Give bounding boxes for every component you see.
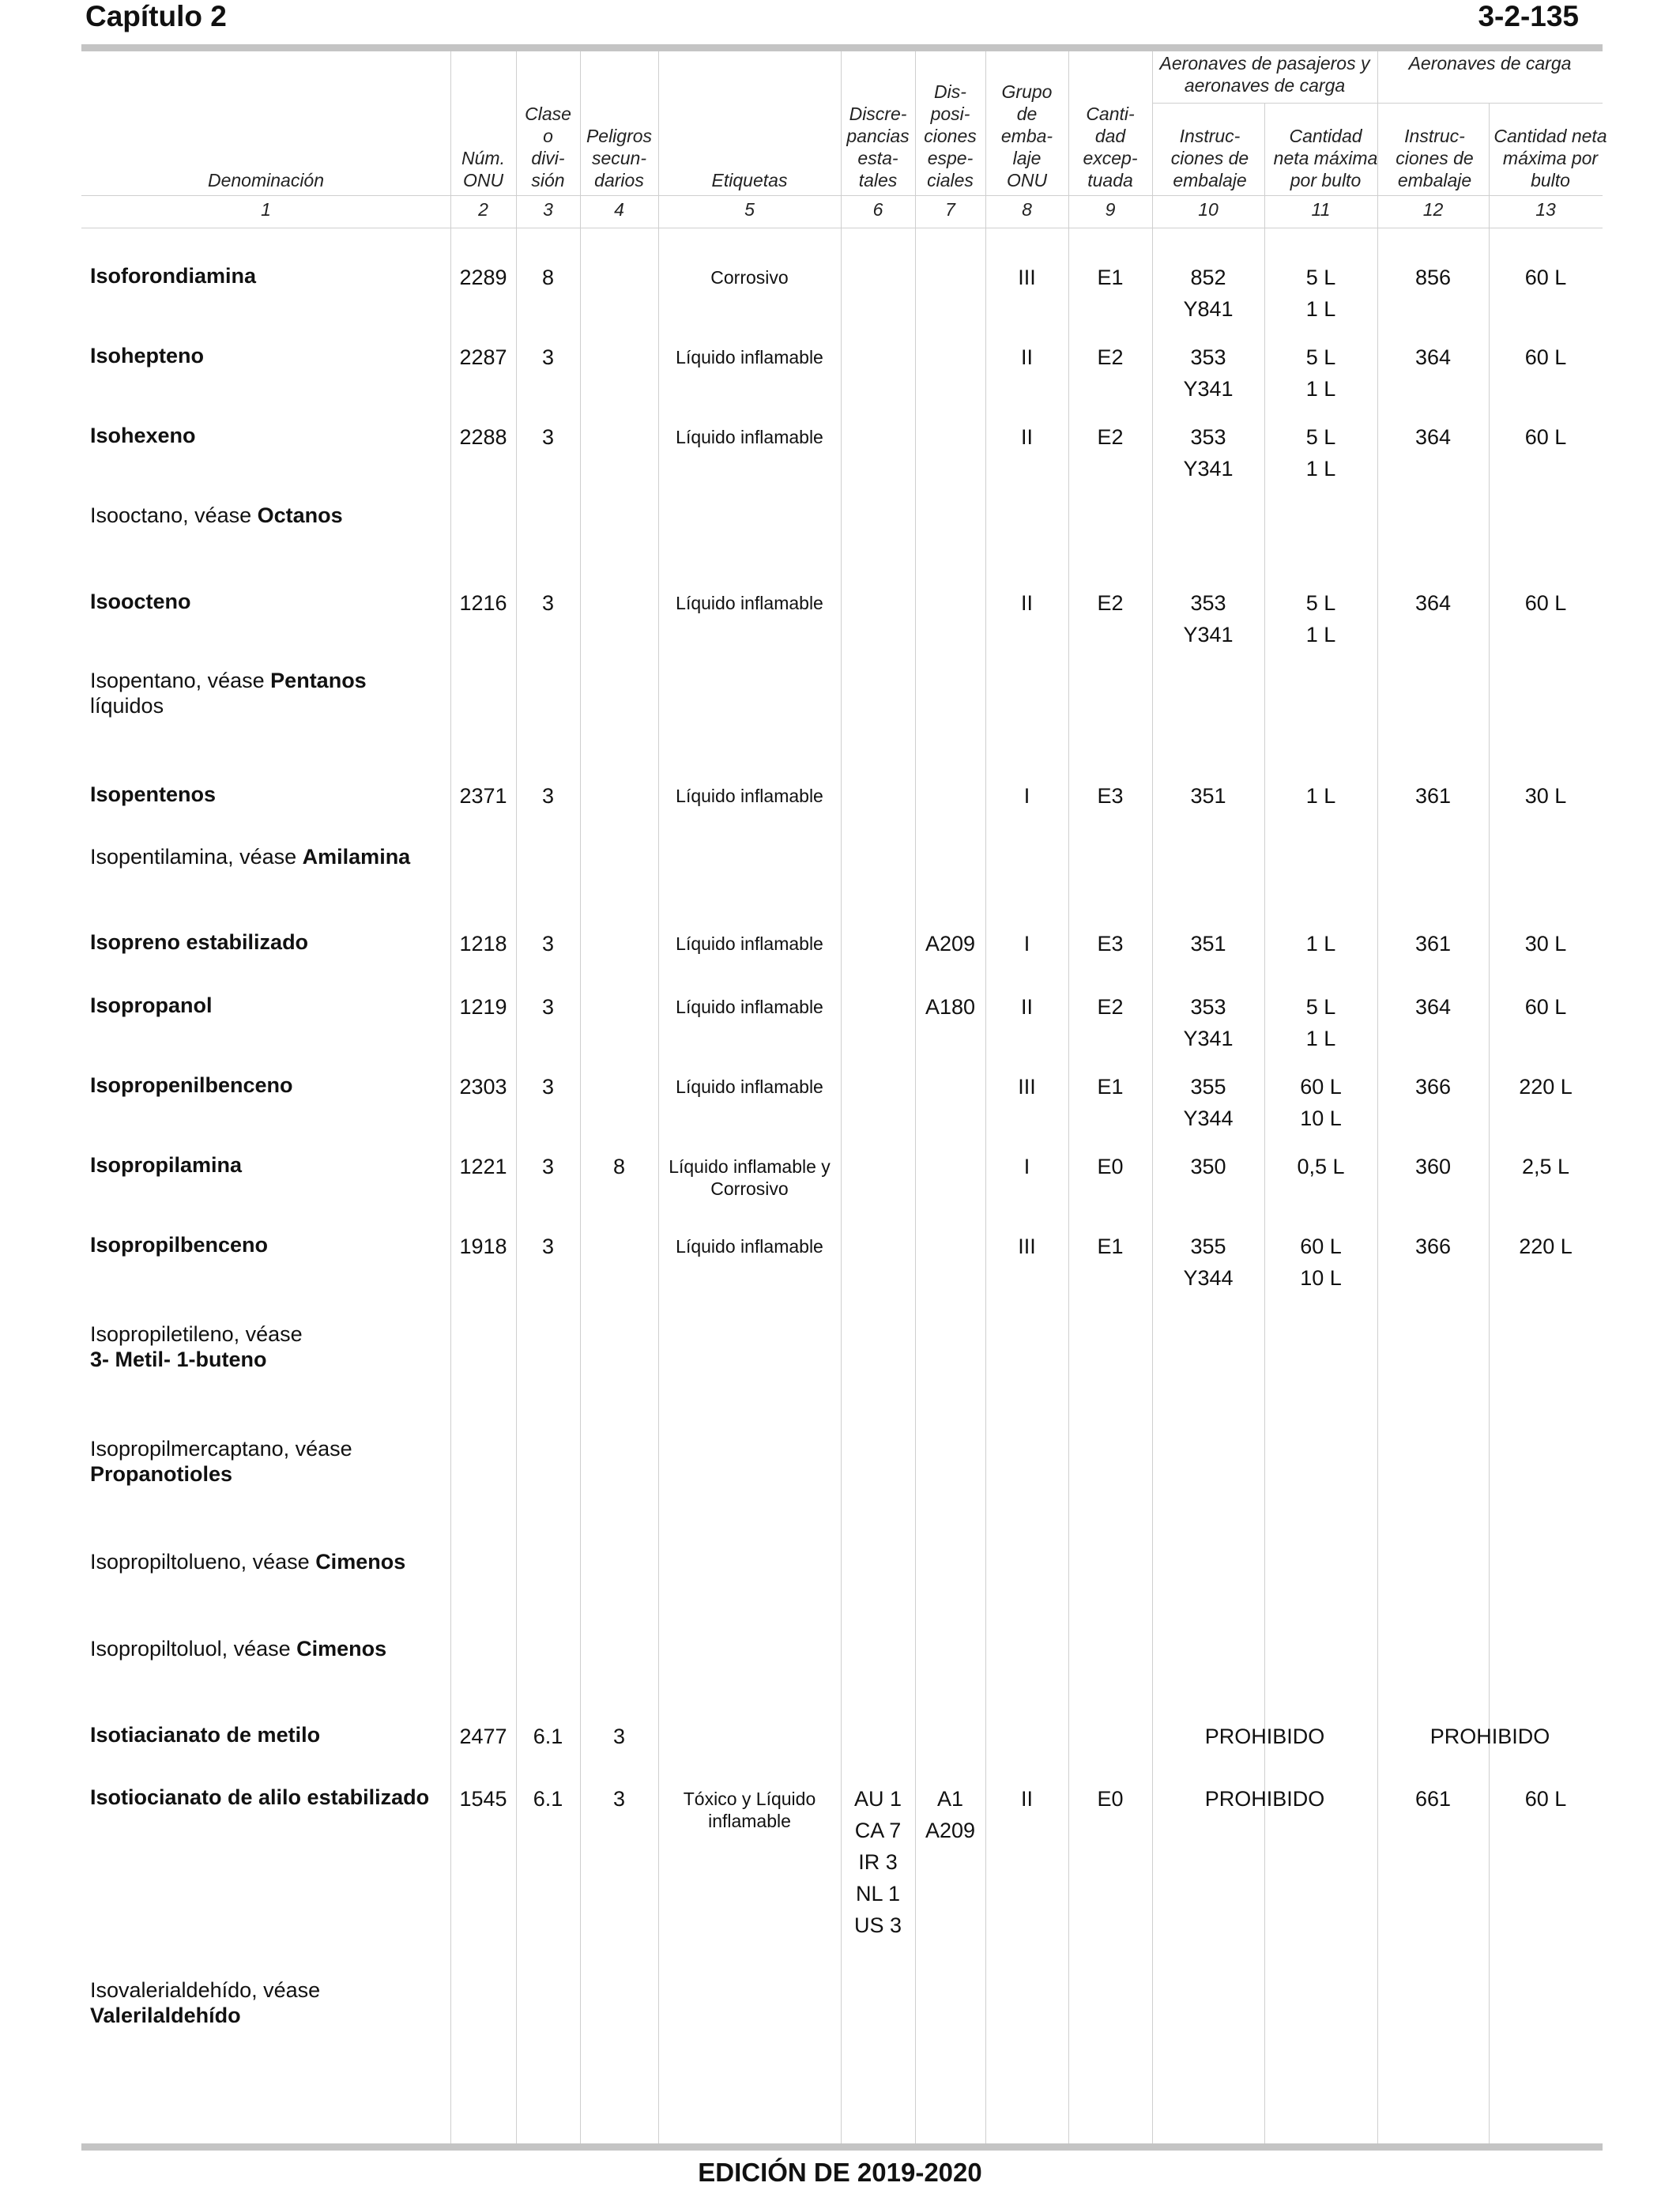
passenger-max-quantity: 60 L — [1300, 1235, 1342, 1258]
column-number: 9 — [1105, 199, 1116, 220]
substance-name — [90, 263, 446, 288]
passenger-packing-instruction-y: Y341 — [1183, 623, 1234, 647]
edition-footer: EDICIÓN DE 2019-2020 — [698, 2158, 982, 2187]
substance-name-text: Isopentenos — [90, 782, 217, 806]
packing-group: III — [1018, 266, 1036, 289]
substance-name — [90, 1785, 446, 1810]
column-header: Discre- pancias esta- tales — [846, 104, 910, 190]
class-division: 3 — [541, 1235, 555, 1258]
cross-reference — [90, 1977, 446, 2028]
hazard-label: Líquido inflamable y Corrosivo — [669, 1156, 831, 1199]
passenger-packing-instruction-y: Y341 — [1183, 377, 1234, 401]
passenger-max-quantity-y: 10 L — [1300, 1266, 1342, 1290]
passenger-max-quantity: 1 L — [1305, 932, 1336, 956]
cargo-packing-instruction: 366 — [1414, 1075, 1452, 1099]
substance-name-text: Isopropilbenceno — [90, 1233, 269, 1257]
un-number: 2289 — [459, 266, 507, 289]
cargo-max-quantity: 60 L — [1524, 266, 1567, 289]
cross-reference — [90, 1549, 446, 1574]
passenger-max-quantity: 5 L — [1305, 345, 1336, 369]
packing-group: I — [1023, 932, 1030, 956]
un-number: 1221 — [459, 1155, 507, 1178]
passenger-packing-instruction: 355 — [1190, 1235, 1226, 1258]
column-header: Dis- posi- ciones espe- ciales — [924, 81, 977, 190]
cross-reference — [90, 1436, 446, 1487]
cargo-packing-instruction: 364 — [1414, 425, 1452, 449]
cross-reference-target: 3- Metil- 1-buteno — [90, 1348, 267, 1371]
column-divider — [580, 51, 581, 2143]
subsidiary-hazard: 3 — [612, 1725, 626, 1748]
cargo-max-quantity: 30 L — [1524, 932, 1567, 956]
passenger-packing-instruction: 350 — [1190, 1155, 1226, 1178]
excepted-quantity: E1 — [1097, 1235, 1124, 1258]
passenger-packing-instruction-y: Y341 — [1183, 457, 1234, 481]
cargo-packing-instruction: 856 — [1414, 266, 1452, 289]
column-header: Grupo de emba- laje ONU — [1000, 81, 1053, 190]
class-division: 3 — [541, 1075, 555, 1099]
substance-name-text: Isopropanol — [90, 993, 213, 1017]
cargo-max-quantity: 60 L — [1524, 1787, 1567, 1811]
excepted-quantity: E3 — [1097, 932, 1124, 956]
cross-reference-text: Isopropilmercaptano, véase — [90, 1437, 352, 1461]
column-number: 1 — [261, 199, 271, 220]
column-header: Núm. ONU — [461, 148, 505, 190]
column-divider — [1489, 103, 1490, 2143]
packing-group: II — [1020, 425, 1033, 449]
passenger-max-quantity-y: 1 L — [1305, 623, 1336, 647]
cargo-packing-instruction: 364 — [1414, 591, 1452, 615]
excepted-quantity: E3 — [1097, 784, 1124, 808]
column-number: 2 — [478, 199, 488, 220]
cross-reference — [90, 1636, 446, 1661]
packing-group: II — [1020, 345, 1033, 369]
cross-reference-text: Isooctano, véase — [90, 503, 258, 527]
un-number: 2287 — [459, 345, 507, 369]
column-number: 5 — [744, 199, 755, 220]
cross-reference-text: Isovalerialdehído, véase — [90, 1978, 321, 2002]
class-division: 6.1 — [533, 1787, 563, 1811]
class-division: 3 — [541, 1155, 555, 1178]
cross-reference — [90, 503, 446, 528]
hazard-label-line2: inflamable — [708, 1811, 791, 1831]
packing-group: III — [1018, 1075, 1036, 1099]
substance-name — [90, 423, 446, 448]
passenger-packing-instruction-y: Y841 — [1183, 297, 1234, 321]
hazard-label: Líquido inflamable — [676, 593, 823, 613]
hazard-label: Líquido inflamable — [676, 786, 823, 806]
cargo-max-quantity: 220 L — [1519, 1235, 1573, 1258]
column-number: 10 — [1198, 199, 1219, 220]
special-provision: A180 — [925, 995, 976, 1019]
column-header: Denominación — [207, 170, 325, 190]
passenger-prohibited: PROHIBIDO — [1204, 1787, 1325, 1811]
passenger-max-quantity: 5 L — [1305, 591, 1336, 615]
class-division: 3 — [541, 784, 555, 808]
passenger-prohibited: PROHIBIDO — [1204, 1725, 1325, 1748]
packing-group: II — [1020, 591, 1033, 615]
substance-name-text: Isoforondiamina — [90, 264, 257, 288]
packing-group: II — [1020, 1787, 1033, 1811]
passenger-max-quantity-y: 1 L — [1305, 377, 1336, 401]
passenger-max-quantity: 5 L — [1305, 266, 1336, 289]
un-number: 1918 — [459, 1235, 507, 1258]
column-number: 11 — [1311, 199, 1331, 220]
passenger-packing-instruction-y: Y341 — [1183, 1027, 1234, 1050]
cargo-packing-instruction: 364 — [1414, 995, 1452, 1019]
packing-group: I — [1023, 1155, 1030, 1178]
cross-reference — [90, 844, 446, 869]
hazard-label: Líquido inflamable — [676, 933, 823, 954]
un-number: 1216 — [459, 591, 507, 615]
column-header: Cantidad neta máxima por bulto — [1494, 126, 1607, 190]
bottom-rule — [81, 2143, 1603, 2151]
hazard-label-line2: Corrosivo — [710, 1178, 789, 1199]
passenger-packing-instruction: 351 — [1190, 932, 1226, 956]
state-variation: US 3 — [853, 1913, 902, 1937]
substance-name — [90, 343, 446, 368]
column-header: Clase o divi- sión — [525, 104, 571, 190]
substance-name — [90, 993, 446, 1018]
state-variation: CA 7 — [854, 1819, 902, 1842]
hazard-label: Líquido inflamable — [676, 427, 823, 447]
substance-name — [90, 929, 446, 955]
cross-reference-target: Amilamina — [302, 845, 411, 869]
group-header-cargo: Aeronaves de carga — [1408, 53, 1572, 74]
hazard-label: Líquido inflamable — [676, 997, 823, 1017]
hazard-label: Corrosivo — [710, 267, 789, 288]
excepted-quantity: E2 — [1097, 425, 1124, 449]
substance-name — [90, 1722, 446, 1747]
excepted-quantity: E0 — [1097, 1787, 1124, 1811]
hazard-label: Tóxico y Líquido inflamable — [683, 1789, 816, 1831]
passenger-max-quantity: 5 L — [1305, 995, 1336, 1019]
packing-group: I — [1023, 784, 1030, 808]
substance-name-text: Isohepteno — [90, 344, 205, 368]
un-number: 2288 — [459, 425, 507, 449]
cargo-packing-instruction: 360 — [1414, 1155, 1452, 1178]
class-division: 6.1 — [533, 1725, 563, 1748]
passenger-max-quantity-y: 1 L — [1305, 297, 1336, 321]
column-header: Peligros secun- darios — [586, 126, 653, 190]
cargo-max-quantity: 60 L — [1524, 591, 1567, 615]
cross-reference-tail: líquidos — [90, 694, 164, 718]
substance-name-text: Isotiocianato de alilo estabilizado — [90, 1785, 430, 1809]
passenger-max-quantity-y: 10 L — [1300, 1106, 1342, 1130]
cross-reference-text: Isopropiletileno, véase — [90, 1322, 303, 1346]
hazard-label: Líquido inflamable — [676, 347, 823, 368]
cross-reference — [90, 668, 446, 718]
cross-reference-target: Propanotioles — [90, 1462, 233, 1486]
substance-name-text: Isopropenilbenceno — [90, 1073, 293, 1097]
class-division: 3 — [541, 591, 555, 615]
header-divider — [81, 195, 1603, 196]
cross-reference-text: Isopentilamina, véase — [90, 845, 303, 869]
cargo-max-quantity: 60 L — [1524, 345, 1567, 369]
passenger-max-quantity-y: 1 L — [1305, 457, 1336, 481]
excepted-quantity: E2 — [1097, 591, 1124, 615]
header-divider — [1152, 103, 1603, 104]
cross-reference-target: Pentanos — [270, 669, 367, 692]
column-number: 13 — [1535, 199, 1556, 220]
hazard-label: Líquido inflamable — [676, 1076, 823, 1097]
cargo-max-quantity: 30 L — [1524, 784, 1567, 808]
passenger-packing-instruction: 353 — [1190, 995, 1226, 1019]
group-header-passenger: Aeronaves de pasajeros y aeronaves de carga — [1159, 53, 1370, 96]
subsidiary-hazard: 3 — [612, 1787, 626, 1811]
passenger-packing-instruction: 353 — [1190, 425, 1226, 449]
passenger-max-quantity: 60 L — [1300, 1075, 1342, 1099]
cross-reference-target: Octanos — [257, 503, 343, 527]
cross-reference-text: Isopropiltoluol, véase — [90, 1637, 297, 1661]
passenger-max-quantity: 5 L — [1305, 425, 1336, 449]
top-rule — [81, 44, 1603, 51]
cargo-packing-instruction: 366 — [1414, 1235, 1452, 1258]
passenger-packing-instruction: 852 — [1190, 266, 1226, 289]
cargo-packing-instruction: 361 — [1414, 932, 1452, 956]
passenger-packing-instruction: 351 — [1190, 784, 1226, 808]
column-header: Etiquetas — [711, 170, 788, 190]
hazard-label: Líquido inflamable — [676, 1236, 823, 1257]
un-number: 1219 — [459, 995, 507, 1019]
state-variation: IR 3 — [858, 1850, 898, 1874]
special-provision: A1 — [936, 1787, 964, 1811]
cargo-max-quantity: 60 L — [1524, 995, 1567, 1019]
un-number: 2371 — [459, 784, 507, 808]
column-number: 8 — [1022, 199, 1032, 220]
cross-reference-target: Cimenos — [315, 1550, 406, 1574]
state-variation: NL 1 — [855, 1882, 901, 1906]
cargo-packing-instruction: 661 — [1414, 1787, 1452, 1811]
cargo-packing-instruction: 361 — [1414, 784, 1452, 808]
substance-name-text: Isotiacianato de metilo — [90, 1723, 321, 1747]
passenger-max-quantity: 0,5 L — [1297, 1155, 1345, 1178]
substance-name — [90, 1152, 446, 1178]
passenger-max-quantity: 1 L — [1305, 784, 1336, 808]
cargo-prohibited: PROHIBIDO — [1430, 1725, 1550, 1748]
cross-reference-text: Isopentano, véase — [90, 669, 271, 692]
column-number: 6 — [872, 199, 883, 220]
column-header: Instruc- ciones de embalaje — [1170, 126, 1249, 190]
un-number: 2477 — [459, 1725, 507, 1748]
special-provision: A209 — [925, 1819, 976, 1842]
un-number: 1218 — [459, 932, 507, 956]
packing-group: III — [1018, 1235, 1036, 1258]
excepted-quantity: E1 — [1097, 266, 1124, 289]
passenger-packing-instruction: 353 — [1190, 345, 1226, 369]
cargo-max-quantity: 60 L — [1524, 425, 1567, 449]
substance-name-text: Isohexeno — [90, 424, 196, 447]
passenger-max-quantity-y: 1 L — [1305, 1027, 1336, 1050]
class-division: 3 — [541, 425, 555, 449]
column-header: Cantidad neta máxima por bulto — [1273, 126, 1378, 190]
state-variation: AU 1 — [853, 1787, 902, 1811]
excepted-quantity: E2 — [1097, 995, 1124, 1019]
substance-name — [90, 1232, 446, 1257]
excepted-quantity: E2 — [1097, 345, 1124, 369]
special-provision: A209 — [925, 932, 976, 956]
packing-group: II — [1020, 995, 1033, 1019]
column-number: 4 — [614, 199, 624, 220]
passenger-packing-instruction: 353 — [1190, 591, 1226, 615]
subsidiary-hazard: 8 — [612, 1155, 626, 1178]
substance-name — [90, 1072, 446, 1098]
passenger-packing-instruction-y: Y344 — [1183, 1106, 1234, 1130]
class-division: 3 — [541, 995, 555, 1019]
cross-reference-target: Valerilaldehído — [90, 2004, 241, 2027]
cross-reference-text: Isopropiltolueno, véase — [90, 1550, 316, 1574]
class-division: 8 — [541, 266, 555, 289]
class-division: 3 — [541, 345, 555, 369]
cargo-packing-instruction: 364 — [1414, 345, 1452, 369]
cargo-max-quantity: 220 L — [1519, 1075, 1573, 1099]
excepted-quantity: E1 — [1097, 1075, 1124, 1099]
passenger-packing-instruction: 355 — [1190, 1075, 1226, 1099]
excepted-quantity: E0 — [1097, 1155, 1124, 1178]
substance-name-text: Isoocteno — [90, 590, 191, 613]
substance-name-text: Isopreno estabilizado — [90, 930, 309, 954]
un-number: 1545 — [459, 1787, 507, 1811]
substance-name — [90, 589, 446, 614]
column-number: 12 — [1422, 199, 1444, 220]
cross-reference-target: Cimenos — [296, 1637, 387, 1661]
passenger-packing-instruction-y: Y344 — [1183, 1266, 1234, 1290]
substance-name — [90, 782, 446, 807]
column-number: 3 — [543, 199, 553, 220]
page-number: 3-2-135 — [1478, 0, 1579, 32]
column-header: Instruc- ciones de embalaje — [1396, 126, 1474, 190]
column-header: Canti- dad excep- tuada — [1083, 104, 1138, 190]
cross-reference — [90, 1321, 446, 1372]
un-number: 2303 — [459, 1075, 507, 1099]
class-division: 3 — [541, 932, 555, 956]
column-number: 7 — [945, 199, 955, 220]
chapter-title: Capítulo 2 — [85, 0, 227, 32]
substance-name-text: Isopropilamina — [90, 1153, 243, 1177]
cargo-max-quantity: 2,5 L — [1521, 1155, 1570, 1178]
